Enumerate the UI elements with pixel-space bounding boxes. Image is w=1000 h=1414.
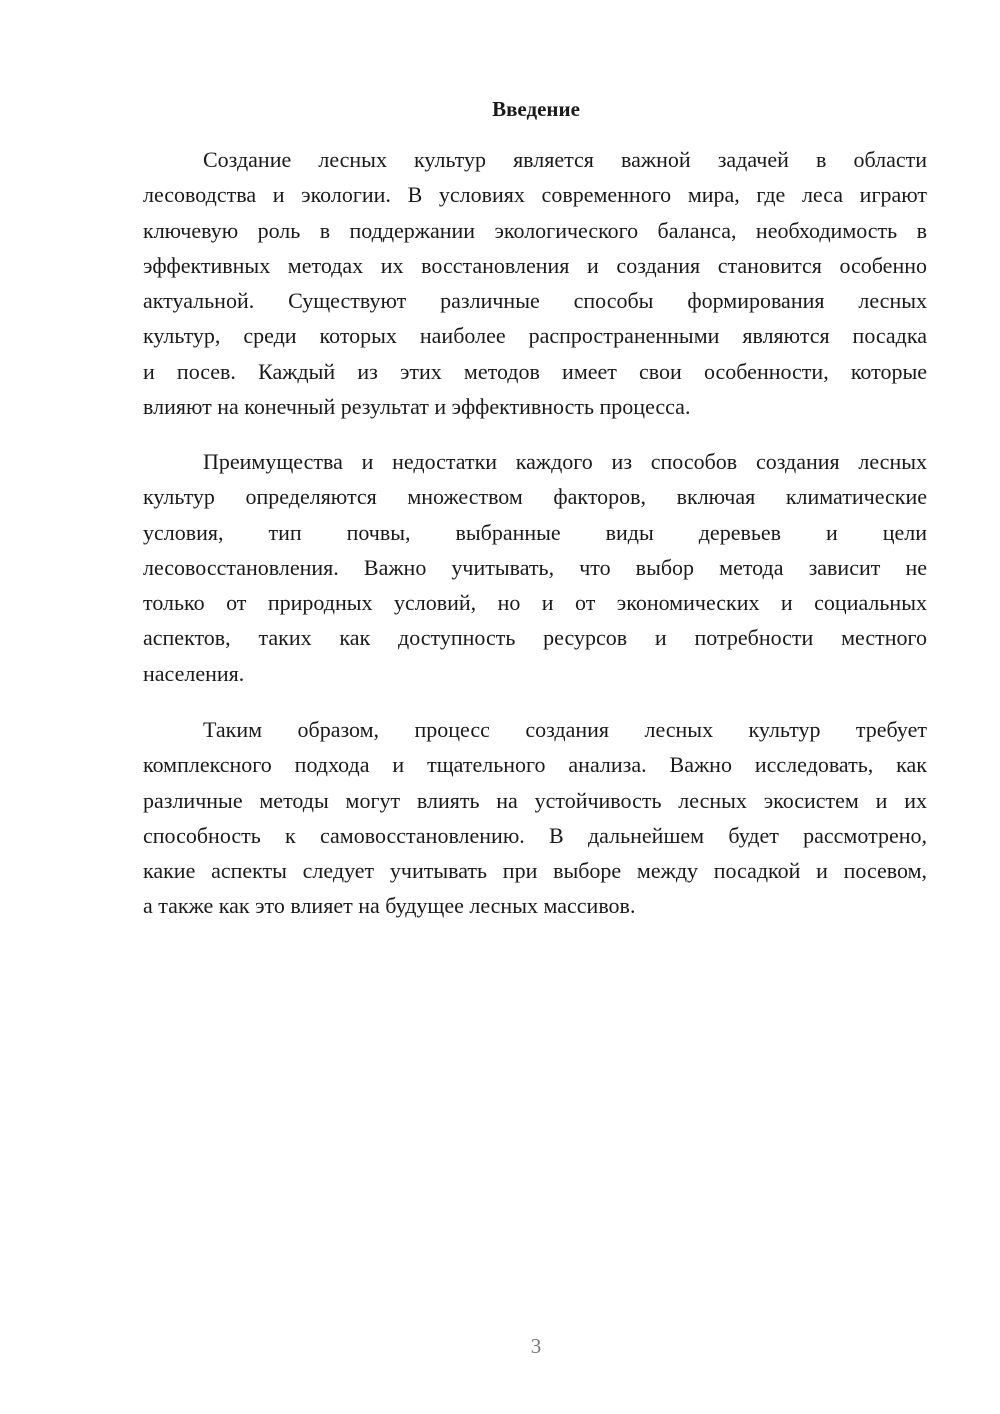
text-line: влияют на конечный результат и эффективность процесса. xyxy=(143,394,691,420)
text-line: Таким образом, процесс создания лесных культур требует xyxy=(203,717,927,742)
text-line: Создание лесных культур является важной задачей в области xyxy=(203,147,927,172)
text-line: населения. xyxy=(143,660,245,686)
text-line: лесоводства и экологии. В условиях современного мира, где леса играют xyxy=(143,182,927,208)
text-line: условия, тип почвы, выбранные виды деревьев и цели xyxy=(143,519,927,545)
text-line: а также как это влияет на будущее лесных массивов. xyxy=(143,893,636,919)
text-line: культур, среди которых наиболее распространенными являются посадка xyxy=(143,323,927,349)
text-line: ключевую роль в поддержании экологического баланса, необходимость в xyxy=(143,217,927,243)
text-line: различные методы могут влиять на устойчивость лесных экосистем и их xyxy=(143,787,927,813)
text-line: только от природных условий, но и от экономических и социальных xyxy=(143,590,927,616)
page-number: 3 xyxy=(530,1334,542,1358)
text-line: культур определяются множеством факторов, включая климатические xyxy=(143,484,927,510)
text-line: Преимущества и недостатки каждого из способов создания лесных xyxy=(203,449,927,474)
text-line: способность к самовосстановлению. В дальнейшем будет рассмотрено, xyxy=(143,822,927,848)
paragraph-2 xyxy=(143,444,927,691)
text-line: и посев. Каждый из этих методов имеет свои особенности, которые xyxy=(143,358,927,384)
paragraph-1 xyxy=(143,142,927,424)
text-line: какие аспекты следует учитывать при выборе между посадкой и посевом, xyxy=(143,858,927,884)
text-line: эффективных методах их восстановления и создания становится особенно xyxy=(143,252,927,278)
paragraph-3 xyxy=(143,712,927,924)
text-line: комплексного подхода и тщательного анализа. Важно исследовать, как xyxy=(143,752,927,778)
text-line: лесовосстановления. Важно учитывать, что выбор метода зависит не xyxy=(143,554,927,580)
section-title: Введение xyxy=(492,97,580,121)
text-line: аспектов, таких как доступность ресурсов и потребности местного xyxy=(143,625,927,651)
text-line: актуальной. Существуют различные способы формирования лесных xyxy=(143,288,927,314)
